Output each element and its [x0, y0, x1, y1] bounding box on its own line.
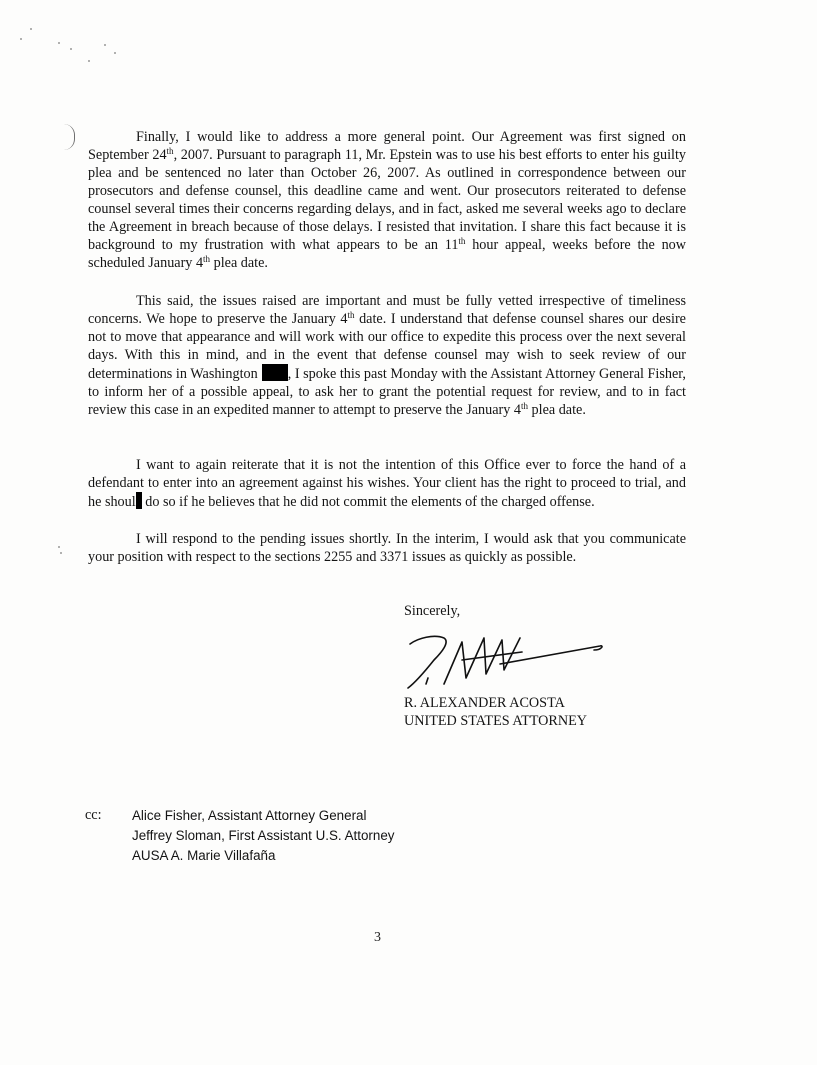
page-number: 3: [374, 930, 381, 945]
p1-text-d: plea date.: [210, 255, 268, 271]
signer-title: UNITED STATES ATTORNEY: [404, 713, 588, 729]
scan-speck: [20, 38, 22, 40]
scan-speck: [30, 28, 32, 30]
p2-text-d: plea date.: [527, 402, 586, 418]
p1-sup: th: [458, 236, 466, 246]
cc-label: cc:: [85, 807, 102, 823]
scan-speck: [58, 546, 60, 548]
p2-text-b: date. I understand that defense counsel shares our desire not to move that appearance and will work with our office to expedite this process over the next several days. With this in mind, and in the event that defense counsel may wish to seek review of our determinations in Washington: [88, 311, 686, 382]
scan-speck: [58, 42, 60, 44]
redaction-box: [262, 364, 288, 381]
handwritten-signature: [404, 630, 614, 692]
scan-speck: [104, 44, 106, 46]
scan-speck: [88, 60, 90, 62]
p1-sup: th: [203, 254, 211, 264]
closing-salutation: Sincerely,: [404, 603, 461, 619]
p1-sup: th: [166, 146, 174, 156]
p3-text-b: do so if he believes that he did not commit the elements of the charged offense.: [141, 494, 595, 510]
p1-text-c: hour appeal, weeks before the now scheduled January 4: [88, 237, 687, 271]
paragraph-review-request: [88, 292, 686, 419]
paragraph-pending-issues: [88, 530, 686, 566]
cc-recipient: AUSA A. Marie Villafaña: [132, 848, 276, 863]
paragraph-agreement-background: [88, 128, 686, 272]
cc-recipient: Alice Fisher, Assistant Attorney General: [132, 808, 367, 823]
p2-sup: th: [520, 401, 528, 411]
signer-name: R. ALEXANDER ACOSTA: [404, 695, 565, 711]
p2-sup: th: [347, 310, 355, 320]
p2-text-a: This said, the issues raised are important and must be fully vetted irrespective of timeliness concerns. We hope to preserve the January 4: [88, 293, 686, 327]
scan-speck: [60, 552, 62, 554]
scan-speck: [70, 48, 72, 50]
p1-text-a: Finally, I would like to address a more general point. Our Agreement was first signed on September 24: [88, 129, 686, 163]
p4-text: I will respond to the pending issues shortly. In the interim, I would ask that you communicate your position with respect to the sections 2255 and 3371 issues as quickly as possible.: [88, 531, 686, 565]
p2-text-c: , I spoke this past Monday with the Assistant Attorney General Fisher, to inform her of a possible appeal, to ask her to grant the potential request for review, and to in fact review this case in an expedited manner to attempt to preserve the January 4: [88, 366, 686, 418]
cc-recipient: Jeffrey Sloman, First Assistant U.S. Attorney: [132, 828, 395, 843]
scan-bracket-mark: [64, 124, 75, 150]
cc-list: [132, 806, 394, 866]
scan-speck: [114, 52, 116, 54]
p1-text-b: , 2007. Pursuant to paragraph 11, Mr. Epstein was to use his best efforts to enter his guilty plea and be sentenced no later than October 26, 2007. As outlined in correspondence between our prosecutors and defense counsel, this deadline came and went. Our prosecutors reiterated to defense counsel several times their concerns regarding delays, and in fact, asked me several weeks ago to declare the Agreement in breach because of those delays. I resisted that invitation. I share this fact because it is background to my frustration with what appears to be an 11: [88, 147, 687, 253]
p3-text-a: I want to again reiterate that it is not the intention of this Office ever to force the hand of a defendant to enter into an agreement against his wishes. Your client has the right to proceed to trial, and he shoul: [88, 457, 686, 510]
paragraph-right-to-trial: [88, 456, 686, 511]
